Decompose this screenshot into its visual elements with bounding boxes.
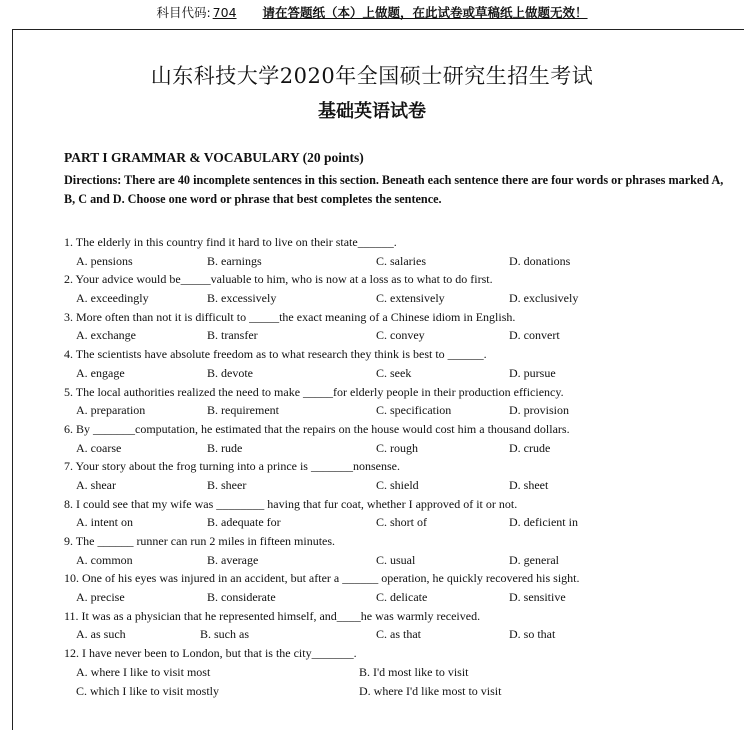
option-d: D. provision (509, 403, 569, 418)
option-d: D. pursue (509, 365, 556, 380)
option-c: C. rough (376, 440, 418, 455)
question-7: 7. Your story about the frog turning into a prince is _______nonsense. (64, 459, 400, 474)
option-b: B. average (207, 552, 259, 567)
option-a: A. exchange (76, 328, 136, 343)
question-1: 1. The elderly in this country find it hard to live on their state______. (64, 235, 397, 249)
question-12-options-row2 (64, 682, 744, 701)
option-a: A. common (76, 552, 133, 567)
part-title: PART I GRAMMAR & VOCABULARY (20 points) (64, 150, 364, 165)
option-d: D. crude (509, 440, 551, 455)
question-3: 3. More often than not it is difficult to _____the exact meaning of a Chinese idiom in English. (64, 309, 516, 324)
exam-subtitle: 基础英语试卷 (318, 101, 426, 122)
option-b: B. I'd most like to visit (359, 664, 469, 679)
option-b: B. requirement (207, 403, 279, 418)
question-8: 8. I could see that my wife was ________ having that fur coat, whether I approved of it or not. (64, 496, 518, 511)
option-a: A. intent on (76, 515, 133, 530)
question-4-options (64, 364, 744, 383)
question-2: 2. Your advice would be_____valuable to him, who is now at a loss as to what to do first. (64, 272, 493, 287)
option-d: D. so that (509, 627, 556, 642)
option-b: B. excessively (207, 291, 277, 306)
option-d: D. exclusively (509, 291, 579, 306)
directions: Directions: There are 40 incomplete sentences in this section. Beneath each sentence there are four words or phrases marked A, B, C and D. Choose one word or phrase that best completes the sentence. (64, 173, 724, 206)
option-b: B. considerate (207, 590, 276, 605)
question-8-options (64, 513, 744, 532)
option-c: C. which I like to visit mostly (76, 683, 219, 698)
question-list (64, 233, 744, 700)
subject-code: 704 (212, 5, 237, 20)
question-5-options (64, 401, 744, 420)
option-b: B. adequate for (207, 515, 281, 530)
option-c: C. shield (376, 477, 419, 492)
page-header (0, 0, 744, 26)
option-d: D. sensitive (509, 590, 566, 605)
question-11: 11. It was as a physician that he represented himself, and____he was warmly received. (64, 608, 481, 623)
question-2-options (64, 289, 744, 308)
option-a: A. as such (76, 627, 126, 642)
question-3-options (64, 326, 744, 345)
answer-sheet-warning: 请在答题纸（本）上做题，在此试卷或草稿纸上做题无效！ (262, 5, 588, 20)
subject-code-label: 科目代码: (156, 5, 211, 20)
question-10: 10. One of his eyes was injured in an accident, but after a ______ operation, he quickly recovered his sight. (64, 571, 580, 586)
option-a: A. where I like to visit most (76, 664, 211, 679)
option-d: D. sheet (509, 477, 549, 492)
option-d: D. deficient in (509, 515, 578, 530)
option-a: A. shear (76, 477, 116, 492)
question-1-options (64, 252, 744, 271)
question-6-options (64, 439, 744, 458)
option-a: A. exceedingly (76, 291, 149, 306)
option-a: A. pensions (76, 253, 133, 268)
option-b: B. such as (200, 627, 249, 642)
question-9: 9. The ______ runner can run 2 miles in fifteen minutes. (64, 534, 336, 548)
option-d: D. donations (509, 253, 571, 268)
option-c: C. as that (376, 627, 421, 642)
option-d: D. convert (509, 328, 560, 343)
option-b: B. transfer (207, 328, 258, 343)
question-11-options (64, 625, 744, 644)
option-c: C. extensively (376, 291, 445, 306)
option-b: B. earnings (207, 253, 262, 268)
question-12: 12. I have never been to London, but that is the city_______. (64, 646, 357, 661)
option-c: C. delicate (376, 590, 428, 605)
exam-title: 山东科技大学2020年全国硕士研究生招生考试 (150, 64, 594, 88)
option-a: A. engage (76, 365, 125, 380)
question-9-options (64, 551, 744, 570)
option-d: D. general (509, 552, 559, 567)
question-10-options (64, 588, 744, 607)
option-b: B. devote (207, 365, 253, 380)
option-c: C. usual (376, 552, 416, 567)
option-c: C. seek (376, 365, 412, 380)
option-c: C. convey (376, 328, 425, 343)
question-5: 5. The local authorities realized the need to make _____for elderly people in their production efficiency. (64, 384, 564, 399)
option-a: A. coarse (76, 440, 122, 455)
question-7-options (64, 476, 744, 495)
option-b: B. sheer (207, 477, 247, 492)
question-6: 6. By _______computation, he estimated that the repairs on the house would cost him a thousand dollars. (64, 421, 570, 436)
option-c: C. salaries (376, 253, 426, 268)
question-4: 4. The scientists have absolute freedom as to what research they think is best to ______. (64, 347, 487, 362)
option-b: B. rude (207, 440, 243, 455)
question-12-options-row1 (64, 663, 744, 682)
option-c: C. specification (376, 403, 452, 418)
option-a: A. precise (76, 590, 125, 605)
option-a: A. preparation (76, 403, 146, 418)
option-d: D. where I'd like most to visit (359, 683, 502, 698)
option-c: C. short of (376, 515, 427, 530)
